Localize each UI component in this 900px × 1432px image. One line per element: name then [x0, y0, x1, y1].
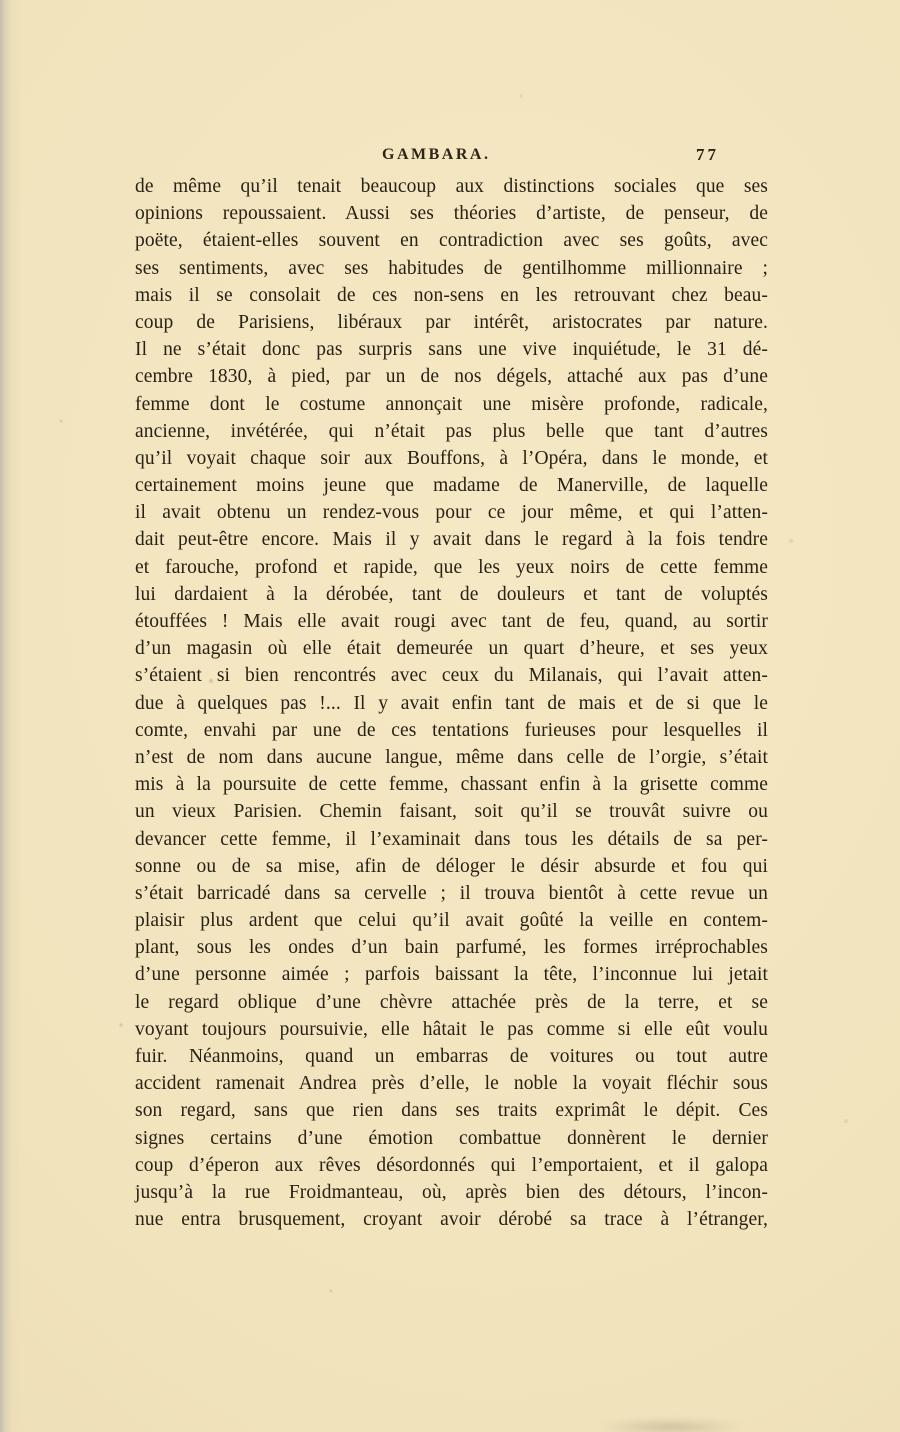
page-number: 77 — [696, 145, 719, 164]
text-line: de même qu’il tenait beaucoup aux distinctions sociales que ses — [135, 176, 768, 197]
text-line: fuir. Néanmoins, quand un embarras de voitures ou tout autre — [135, 1046, 768, 1067]
text-line: mis à la poursuite de cette femme, chassant enfin à la grisette comme — [135, 774, 768, 796]
text-line: ancienne, invétérée, qui n’était pas plus belle que tant d’autres — [135, 420, 768, 442]
text-line: accident ramenait Andrea près d’elle, le noble la voyait fléchir sous — [135, 1073, 768, 1095]
text-line: s’étaient si bien rencontrés avec ceux du Milanais, qui l’avait atten- — [135, 665, 768, 687]
text-line: Il ne s’était donc pas surpris sans une vive inquiétude, le 31 dé- — [135, 339, 768, 361]
text-line: due à quelques pas !... Il y avait enfin tant de mais et de si que le — [135, 692, 768, 714]
running-header-title: GAMBARA. — [382, 146, 491, 163]
text-line: nue entra brusquement, croyant avoir dérobé sa trace à l’étranger, — [135, 1209, 768, 1231]
text-line: poëte, étaient-elles souvent en contradiction avec ses goûts, avec — [135, 230, 768, 252]
text-line: jusqu’à la rue Froidmanteau, où, après bien des détours, l’incon- — [135, 1181, 768, 1203]
text-line: dait peut-être encore. Mais il y avait dans le regard à la fois tendre — [135, 529, 768, 551]
text-line: le regard oblique d’une chèvre attachée près de la terre, et se — [135, 991, 768, 1013]
paper-smudge — [595, 1418, 745, 1432]
text-line: cembre 1830, à pied, par un de nos dégels, attaché aux pas d’une — [135, 366, 768, 388]
text-line: s’était barricadé dans sa cervelle ; il trouva bientôt à cette revue un — [135, 882, 768, 904]
text-line: lui dardaient à la dérobée, tant de douleurs et tant de voluptés — [135, 583, 768, 605]
text-line: comte, envahi par une de ces tentations furieuses pour lesquelles il — [135, 719, 768, 741]
text-line: n’est de nom dans aucune langue, même dans celle de l’orgie, s’était — [135, 746, 768, 768]
text-line: ses sentiments, avec ses habitudes de gentilhomme millionnaire ; — [135, 257, 768, 279]
text-line: il avait obtenu un rendez-vous pour ce jour même, et qui l’atten- — [135, 502, 768, 524]
text-line: voyant toujours poursuivie, elle hâtait le pas comme si elle eût voulu — [135, 1018, 768, 1040]
text-line: un vieux Parisien. Chemin faisant, soit qu’il se trouvât suivre ou — [135, 801, 768, 823]
text-line: plant, sous les ondes d’un bain parfumé, les formes irréprochables — [135, 937, 768, 959]
text-line: plaisir plus ardent que celui qu’il avait goûté la veille en contem- — [135, 910, 768, 932]
text-line: sonne ou de sa mise, afin de déloger le désir absurde et fou qui — [135, 855, 768, 877]
text-line: signes certains d’une émotion combattue donnèrent le dernier — [135, 1127, 768, 1149]
text-line: mais il se consolait de ces non-sens en les retrouvant chez beau- — [135, 284, 768, 306]
text-line: qu’il voyait chaque soir aux Bouffons, à l’Opéra, dans le monde, et — [135, 447, 768, 469]
text-line: d’une personne aimée ; parfois baissant la tête, l’inconnue lui jetait — [135, 964, 768, 986]
text-line: opinions repoussaient. Aussi ses théories d’artiste, de penseur, de — [135, 203, 768, 225]
text-line: d’un magasin où elle était demeurée un quart d’heure, et ses yeux — [135, 638, 768, 660]
text-line: coup de Parisiens, libéraux par intérêt, aristocrates par nature. — [135, 311, 768, 333]
text-line: certainement moins jeune que madame de Manerville, de laquelle — [135, 475, 768, 497]
body-text — [135, 173, 768, 1233]
text-line: et farouche, profond et rapide, que les yeux noirs de cette femme — [135, 556, 768, 578]
text-line: femme dont le costume annonçait une misère profonde, radicale, — [135, 393, 768, 415]
text-line: son regard, sans que rien dans ses traits exprimât le dépit. Ces — [135, 1100, 768, 1122]
text-line: étouffées ! Mais elle avait rougi avec tant de feu, quand, au sortir — [135, 611, 768, 632]
text-line: coup d’éperon aux rêves désordonnés qui l’emportaient, et il galopa — [135, 1154, 768, 1176]
text-line: devancer cette femme, il l’examinait dans tous les détails de sa per- — [135, 828, 768, 850]
